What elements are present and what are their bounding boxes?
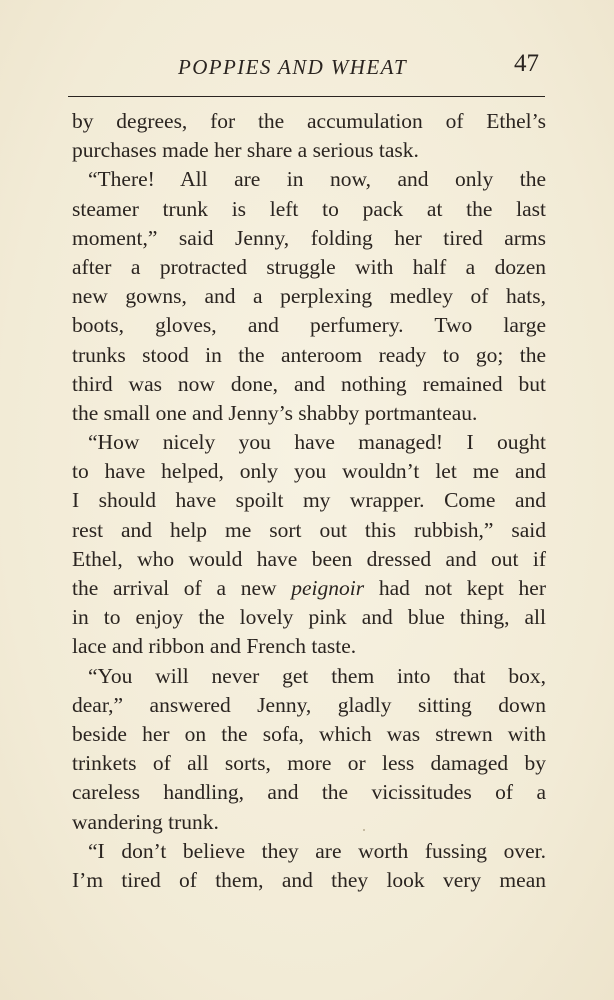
text-line: trinkets of all sorts, more or less damaged by (72, 751, 546, 776)
text-line: the small one and Jenny’s shabby portmanteau. (72, 400, 478, 425)
text-line: careless handling, and the vicissitudes of a (72, 780, 546, 805)
text-line: by degrees, for the accumulation of Ethel’s (72, 109, 546, 133)
text-line: Ethel, who would have been dressed and out if (72, 546, 546, 571)
italic-word: peignoir (291, 576, 365, 600)
text-line: after a protracted struggle with half a dozen (72, 254, 546, 279)
text-line: dear,” answered Jenny, gladly sitting down (72, 692, 546, 717)
text-line: moment,” said Jenny, folding her tired arms (72, 225, 546, 250)
text-line: steamer trunk is left to pack at the last (72, 196, 546, 221)
text-line: “How nicely you have managed! I ought (88, 430, 546, 455)
text-line: wandering trunk. (72, 809, 219, 834)
text-line: I’m tired of them, and they look very mean (72, 867, 546, 892)
header-rule (68, 96, 545, 97)
body-text (72, 107, 546, 895)
text-line: beside her on the sofa, which was strewn with (72, 721, 546, 746)
text-line: “You will never get them into that box, (88, 663, 546, 688)
text-line: “I don’t believe they are worth fussing over. (88, 838, 546, 863)
text-line: purchases made her share a serious task. (72, 138, 419, 163)
running-title: POPPIES AND WHEAT (178, 55, 408, 79)
text-line: I should have spoilt my wrapper. Come and (72, 488, 546, 513)
text-line: trunks stood in the anteroom ready to go; the (72, 342, 546, 367)
page-header (0, 52, 614, 84)
text-line: new gowns, and a perplexing medley of hats, (72, 284, 546, 309)
paper-speck (363, 829, 365, 831)
text-line: lace and ribbon and French taste. (72, 634, 357, 659)
text-line: the arrival of a new peignoir had not kept her (72, 576, 546, 600)
text-line: third was now done, and nothing remained but (72, 371, 546, 396)
text-line: rest and help me sort out this rubbish,” said (72, 517, 546, 542)
text-line: boots, gloves, and perfumery. Two large (72, 313, 546, 338)
text-line: in to enjoy the lovely pink and blue thing, all (72, 605, 546, 630)
text-line: “There! All are in now, and only the (88, 167, 546, 192)
text-line: to have helped, only you wouldn’t let me and (72, 459, 546, 484)
page-number: 47 (514, 50, 539, 77)
